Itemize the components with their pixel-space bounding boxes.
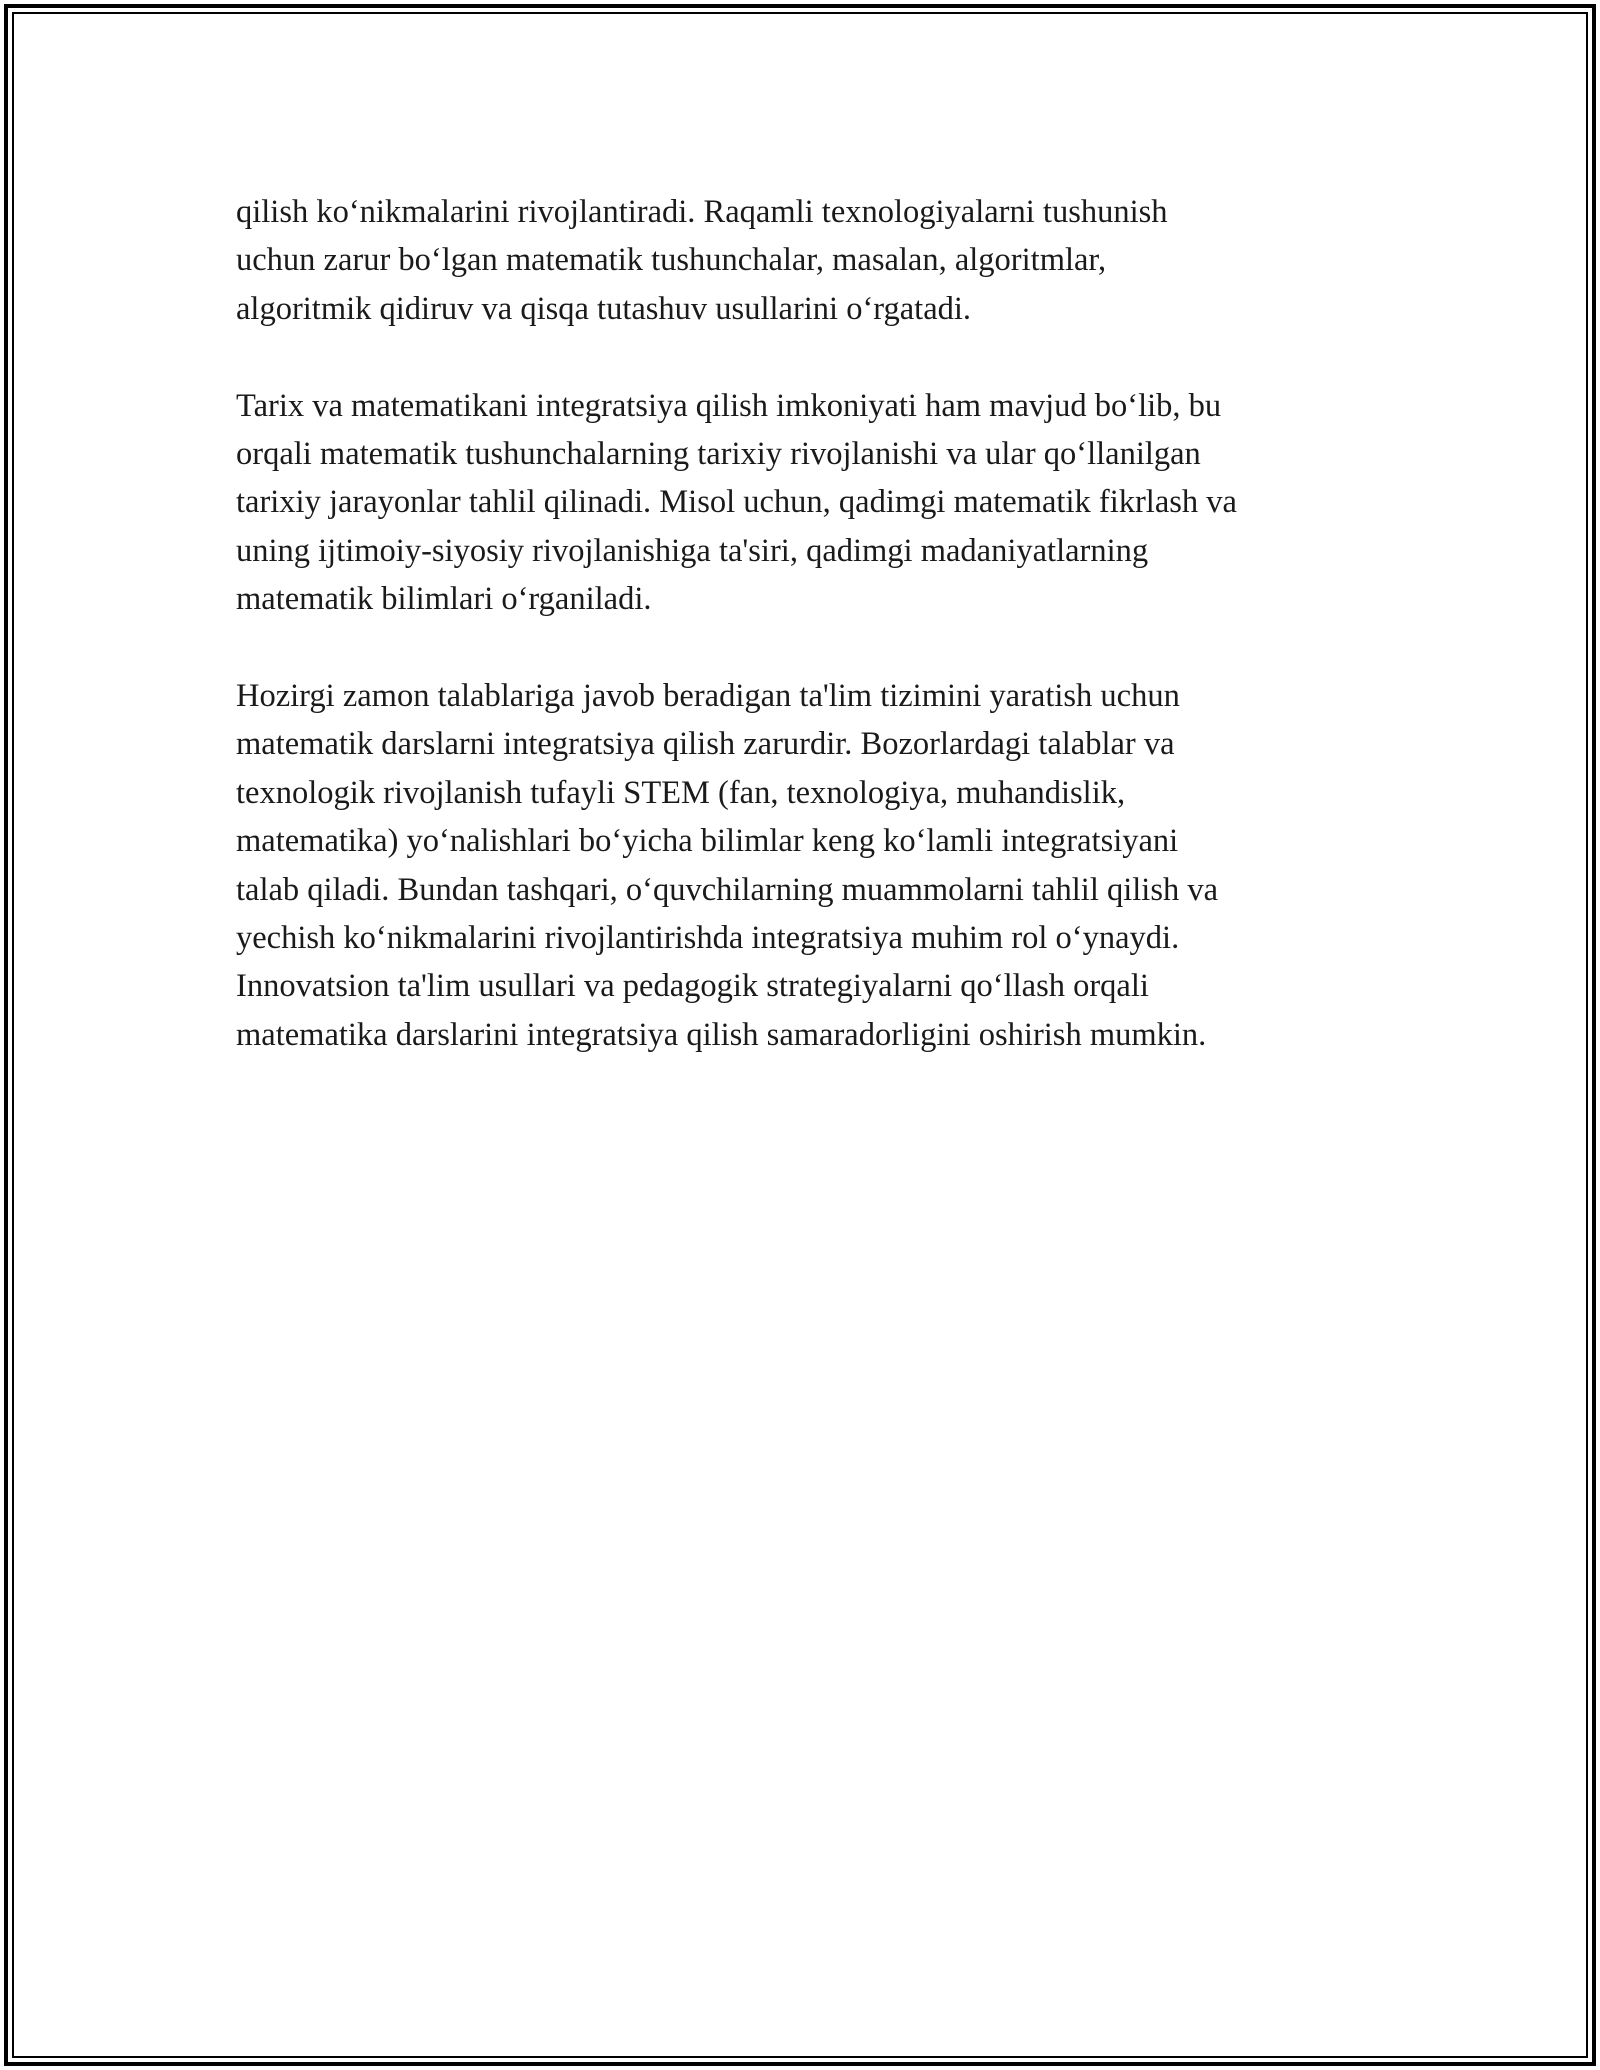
text-line: uchun zarur bo‘lgan matematik tushunchalar, masalan, algoritmlar, (236, 242, 1107, 279)
text-line: matematika) yo‘nalishlari bo‘yicha bilimlar keng ko‘lamli integratsiyani (236, 823, 1179, 860)
paragraph-3 (236, 672, 1396, 1059)
text-line: qilish ko‘nikmalarini rivojlantiradi. Raqamli texnologiyalarni tushunish (236, 194, 1168, 230)
text-line: algoritmik qidiruv va qisqa tutashuv usullarini o‘rgatadi. (236, 290, 972, 327)
text-line: texnologik rivojlanish tufayli STEM (fan, texnologiya, muhandislik, (236, 774, 1126, 811)
text-line: matematika darslarini integratsiya qilish samaradorligini oshirish mumkin. (236, 1016, 1207, 1053)
text-line: orqali matematik tushunchalarning tarixiy rivojlanishi va ular qo‘llanilgan (236, 436, 1201, 473)
document-body (236, 188, 1396, 1108)
text-line: tarixiy jarayonlar tahlil qilinadi. Misol uchun, qadimgi matematik fikrlash va (236, 484, 1237, 521)
paragraph-2 (236, 382, 1396, 624)
text-line: matematik darslarni integratsiya qilish zarurdir. Bozorlardagi talablar va (236, 726, 1175, 763)
text-line: Tarix va matematikani integratsiya qilish imkoniyati ham mavjud bo‘lib, bu (236, 387, 1222, 424)
text-line: talab qiladi. Bundan tashqari, o‘quvchilarning muammolarni tahlil qilish va (236, 871, 1219, 908)
text-line: Innovatsion ta'lim usullari va pedagogik strategiyalarni qo‘llash orqali (236, 968, 1149, 1005)
text-line: yechish ko‘nikmalarini rivojlantirishda integratsiya muhim rol o‘ynaydi. (236, 920, 1180, 957)
paragraph-1 (236, 188, 1396, 333)
text-line: matematik bilimlari o‘rganiladi. (236, 581, 652, 618)
text-line: uning ijtimoiy-siyosiy rivojlanishiga ta'siri, qadimgi madaniyatlarning (236, 532, 1149, 569)
text-line: Hozirgi zamon talablariga javob beradigan ta'lim tizimini yaratish uchun (236, 678, 1180, 715)
